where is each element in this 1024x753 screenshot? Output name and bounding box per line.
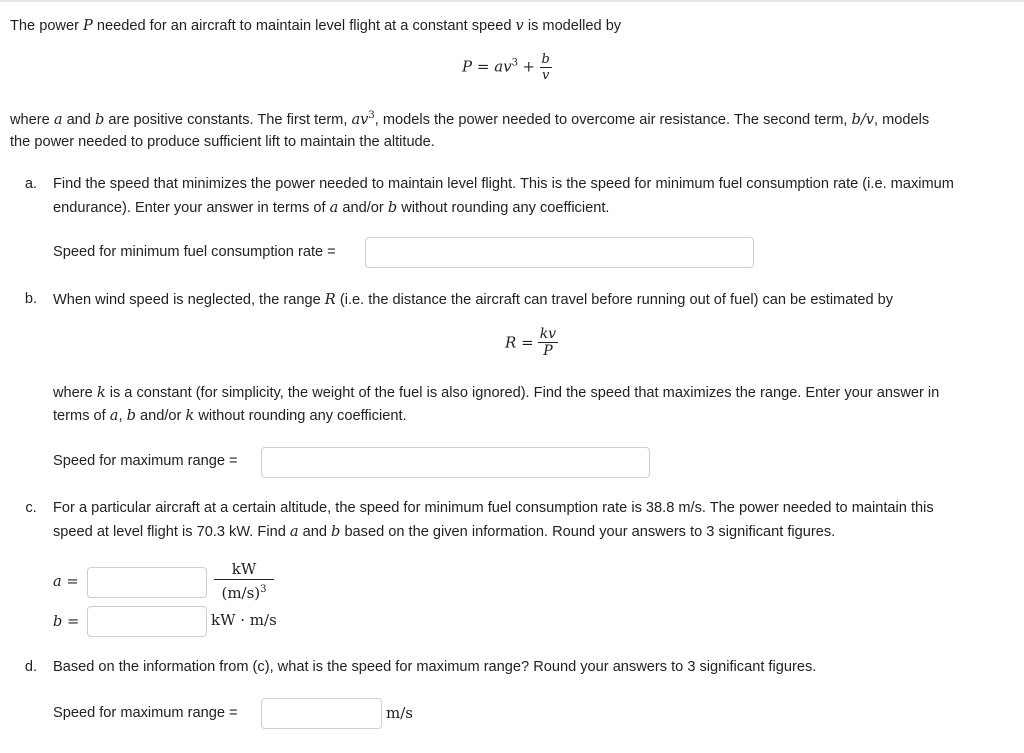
- part-b-answer-label: Speed for maximum range =: [53, 453, 238, 469]
- fraction-numerator: kv: [539, 326, 557, 342]
- part-a-text: without rounding any coefficient.: [397, 200, 610, 216]
- a-unit-numerator: kW: [231, 560, 257, 578]
- part-d-text-1: Based on the information from (c), what is the speed for maximum range? Round your answers to 3 significant figures.: [53, 659, 817, 675]
- max-range-speed-numeric-input[interactable]: [261, 698, 382, 729]
- symbol-a: a: [109, 407, 119, 424]
- part-b-text: terms of: [53, 408, 110, 424]
- formula-plus: +: [518, 58, 540, 76]
- power-formula: [462, 52, 552, 83]
- intro-text: , models: [874, 111, 930, 128]
- symbol-R: R: [324, 291, 336, 308]
- a-coefficient-input[interactable]: [87, 567, 207, 598]
- formula-exponent: 3: [511, 57, 518, 69]
- part-c-text: and: [298, 524, 332, 540]
- a-unit-denominator: [214, 579, 274, 603]
- formula-lhs: P = av: [462, 57, 512, 76]
- part-b-text: ,: [118, 408, 127, 424]
- fraction-numerator: b: [541, 52, 550, 67]
- symbol-b: b: [387, 199, 398, 216]
- intro-text: , models the power needed to overcome air resistance. The second term,: [374, 111, 852, 128]
- symbol-b: b: [126, 407, 136, 424]
- part-b-text-1: [53, 291, 893, 308]
- b-unit: kW · m/s: [211, 611, 277, 629]
- intro-text: are positive constants. The first term,: [104, 111, 352, 128]
- b-coefficient-input[interactable]: [87, 606, 207, 637]
- intro-text: is modelled by: [523, 18, 622, 34]
- a-unit: [214, 559, 274, 603]
- a-unit-exponent: 3: [260, 584, 267, 595]
- part-b-text: without rounding any coefficient.: [194, 408, 407, 424]
- symbol-b: b: [94, 110, 105, 128]
- symbol-P: P: [83, 17, 93, 34]
- part-d-marker: d.: [24, 659, 38, 675]
- symbol-k: k: [96, 384, 106, 401]
- term-b-over-v: b/v: [851, 110, 875, 128]
- term-exponent: 3: [368, 110, 375, 121]
- a-unit-den-text: (m/s): [221, 584, 261, 602]
- symbol-a: a: [289, 523, 299, 540]
- part-b-text: When wind speed is neglected, the range: [53, 292, 325, 308]
- intro-text: The power: [10, 18, 84, 34]
- part-b-text: (i.e. the distance the aircraft can travel before running out of fuel) can be estimated by: [335, 292, 894, 308]
- intro-text: where: [10, 111, 54, 128]
- top-divider: [0, 0, 1024, 2]
- part-c-text: based on the given information. Round your answers to 3 significant figures.: [340, 524, 836, 540]
- part-b-marker: b.: [24, 291, 38, 307]
- part-c-text: speed at level flight is 70.3 kW. Find: [53, 524, 290, 540]
- b-answer-label: b =: [53, 613, 80, 630]
- min-fuel-speed-input[interactable]: [365, 237, 754, 268]
- part-c-marker: c.: [25, 500, 37, 516]
- intro-line-2: [10, 110, 929, 128]
- symbol-a: a: [53, 110, 63, 128]
- part-a-text-1: Find the speed that minimizes the power needed to maintain level flight. This is the speed for minimum fuel consumption rate (i.e. maximum: [53, 176, 954, 192]
- symbol-a: a: [329, 199, 339, 216]
- part-b-text: and/or: [135, 408, 186, 424]
- term-av3: av: [351, 110, 369, 128]
- part-a-marker: a.: [24, 176, 38, 192]
- intro-line-1: [10, 17, 621, 34]
- part-a-answer-label: Speed for minimum fuel consumption rate =: [53, 244, 336, 260]
- intro-text: needed for an aircraft to maintain level flight at a constant speed: [92, 18, 516, 34]
- fraction-denominator: v: [540, 67, 552, 83]
- part-b-text-2: [53, 384, 939, 401]
- speed-unit: m/s: [386, 704, 413, 722]
- part-c-text-2: [53, 523, 835, 540]
- intro-text: and: [62, 111, 95, 128]
- part-a-text: endurance). Enter your answer in terms of: [53, 200, 330, 216]
- intro-line-3: the power needed to produce sufficient lift to maintain the altitude.: [10, 134, 435, 150]
- symbol-v: v: [515, 17, 524, 34]
- fraction-denominator: P: [538, 342, 558, 359]
- a-answer-label: a =: [53, 573, 79, 590]
- formula-fraction: [540, 52, 552, 83]
- symbol-b: b: [331, 523, 341, 540]
- formula-lhs: R =: [505, 333, 534, 352]
- part-d-answer-label: Speed for maximum range =: [53, 705, 238, 721]
- part-c-text-1: For a particular aircraft at a certain altitude, the speed for minimum fuel consumption rate is 38.8 m/s. The power needed to maintain this: [53, 500, 934, 516]
- part-b-text-3: [53, 407, 407, 424]
- part-b-text: is a constant (for simplicity, the weight of the fuel is also ignored). Find the speed that maximizes the range. Enter your answer in: [105, 385, 940, 401]
- max-range-speed-input[interactable]: [261, 447, 650, 478]
- part-a-text-2: [53, 199, 609, 216]
- formula-fraction: [538, 326, 558, 359]
- symbol-k: k: [185, 407, 195, 424]
- part-b-text: where: [53, 385, 97, 401]
- range-formula: [505, 326, 558, 359]
- part-a-text: and/or: [338, 200, 388, 216]
